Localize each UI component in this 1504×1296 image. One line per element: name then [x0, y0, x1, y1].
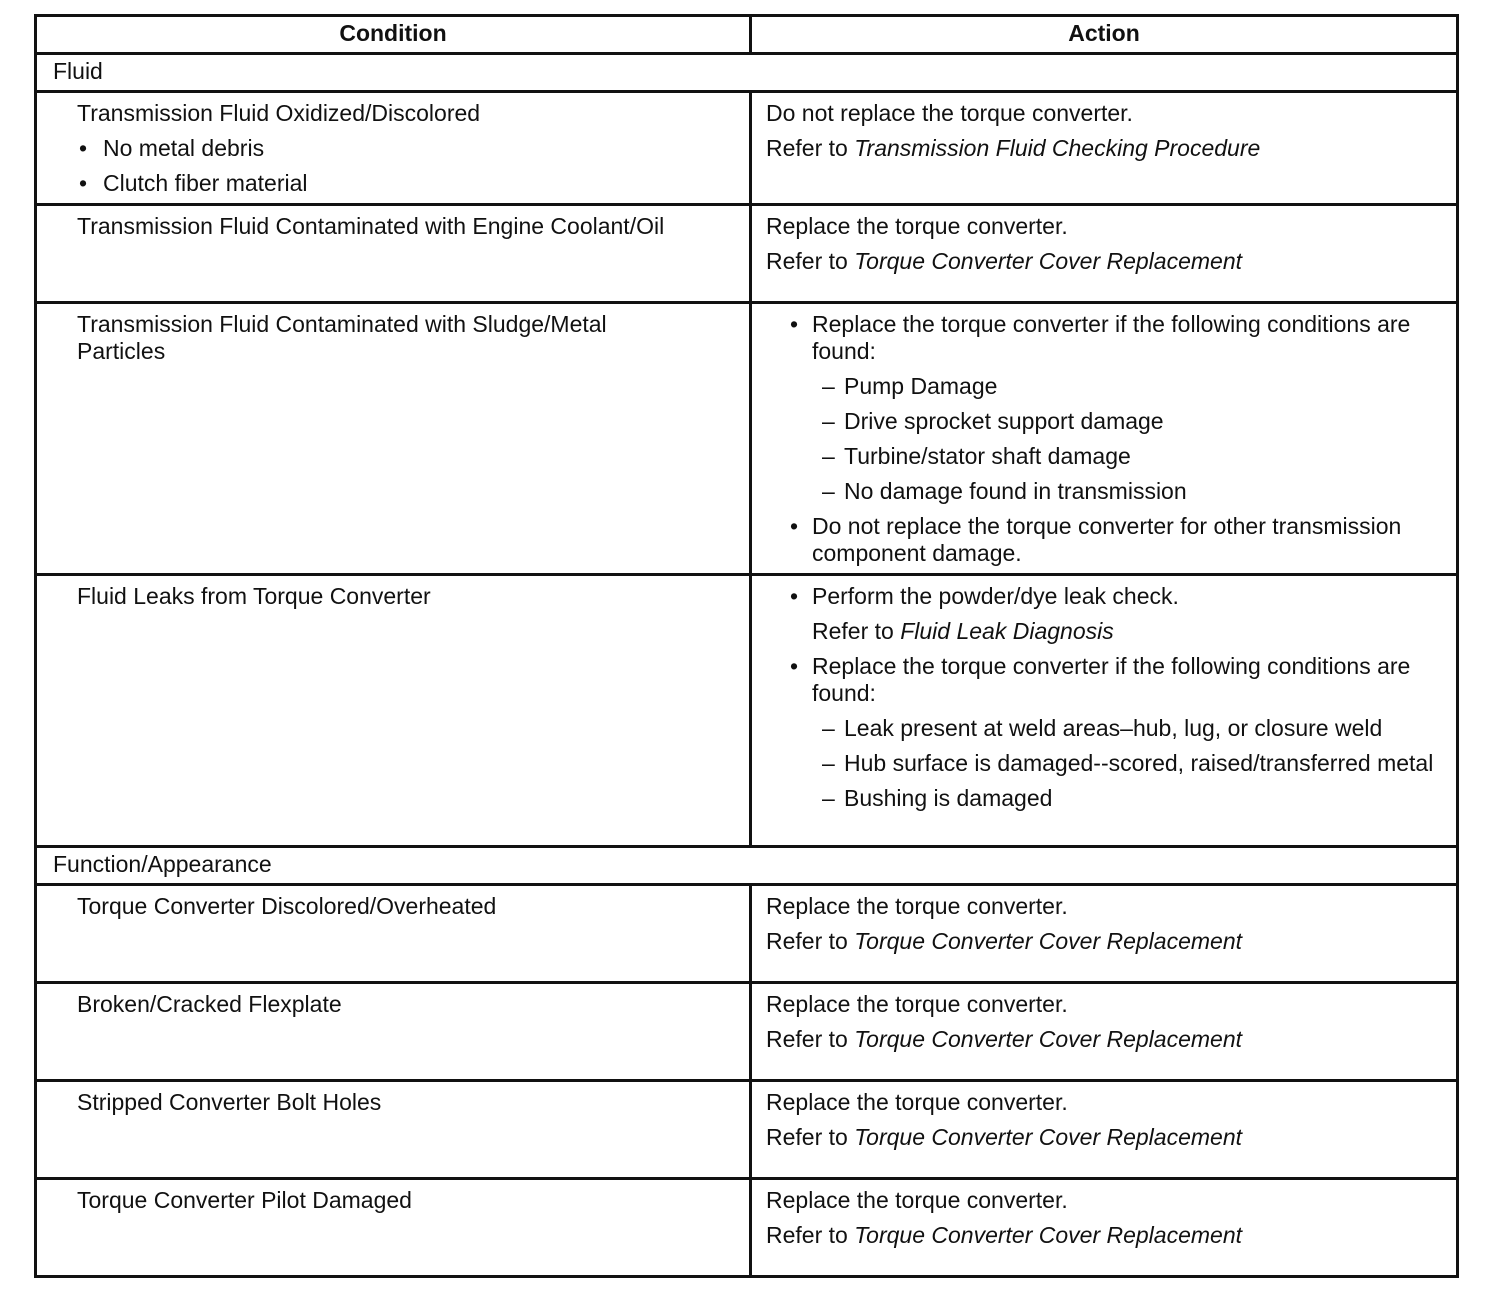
table-row [36, 1179, 1458, 1277]
table-row [36, 92, 1458, 205]
action-cell [751, 885, 1458, 983]
list-item [77, 170, 739, 197]
bullet-icon: • [790, 311, 799, 337]
dash-icon: – [822, 443, 835, 469]
bullet-icon: • [79, 170, 88, 196]
bullet-text: Replace the torque converter if the following conditions are found: [812, 311, 1411, 364]
condition-bullets [77, 135, 739, 197]
bullet-text: No metal debris [103, 135, 265, 161]
ref-title: Torque Converter Cover Replacement [854, 1026, 1243, 1052]
list-item [766, 653, 1446, 812]
table-row [36, 1081, 1458, 1179]
ref-title: Torque Converter Cover Replacement [854, 248, 1243, 274]
ref-title: Torque Converter Cover Replacement [854, 1124, 1243, 1150]
list-item [766, 311, 1446, 505]
sub-item-text: Turbine/stator shaft damage [844, 443, 1131, 469]
condition-text: Stripped Converter Bolt Holes [77, 1089, 382, 1115]
condition-header: Condition [36, 16, 751, 54]
table-row [36, 205, 1458, 303]
bullet-icon: • [790, 653, 799, 679]
action-cell [751, 983, 1458, 1081]
section-row [36, 847, 1458, 885]
table-row [36, 983, 1458, 1081]
condition-cell [36, 92, 751, 205]
condition-cell [36, 1081, 751, 1179]
list-item [812, 715, 1446, 742]
condition-text: Fluid Leaks from Torque Converter [77, 583, 431, 609]
condition-text: Broken/Cracked Flexplate [77, 991, 342, 1017]
reference [766, 248, 1446, 275]
condition-text: Transmission Fluid Oxidized/Discolored [77, 100, 481, 126]
sub-item-text: Pump Damage [844, 373, 998, 399]
sub-item-text: Bushing is damaged [844, 785, 1053, 811]
sub-list [812, 715, 1446, 812]
condition-cell [36, 575, 751, 847]
list-item [812, 443, 1446, 470]
action-text: Replace the torque converter. [766, 893, 1068, 919]
reference [766, 1222, 1446, 1249]
list-item [766, 583, 1446, 645]
action-text: Do not replace the torque converter. [766, 100, 1133, 126]
condition-cell [36, 885, 751, 983]
ref-label: Refer to [766, 135, 848, 161]
section-title-function-appearance: Function/Appearance [36, 847, 1458, 885]
condition-cell [36, 205, 751, 303]
ref-label: Refer to [766, 1124, 848, 1150]
action-cell [751, 303, 1458, 575]
bullet-text: Replace the torque converter if the following conditions are found: [812, 653, 1411, 706]
table-row [36, 575, 1458, 847]
action-text: Replace the torque converter. [766, 1089, 1068, 1115]
bullet-text: Do not replace the torque converter for other transmission component damage. [812, 513, 1402, 566]
list-item [766, 513, 1446, 567]
condition-text: Transmission Fluid Contaminated with Sludge/Metal Particles [77, 311, 607, 364]
ref-label: Refer to [812, 618, 894, 644]
bullet-text: Perform the powder/dye leak check. [812, 583, 1179, 609]
sub-item-text: Drive sprocket support damage [844, 408, 1164, 434]
list-item [77, 135, 739, 162]
dash-icon: – [822, 373, 835, 399]
ref-title: Fluid Leak Diagnosis [900, 618, 1114, 644]
condition-cell [36, 303, 751, 575]
action-cell [751, 205, 1458, 303]
diagnosis-table [34, 14, 1459, 1278]
action-text: Replace the torque converter. [766, 213, 1068, 239]
condition-cell [36, 983, 751, 1081]
bullet-icon: • [79, 135, 88, 161]
table-row [36, 303, 1458, 575]
action-bullets [766, 583, 1446, 812]
list-item [812, 785, 1446, 812]
bullet-text: Clutch fiber material [103, 170, 308, 196]
list-item [812, 408, 1446, 435]
list-item [812, 478, 1446, 505]
dash-icon: – [822, 478, 835, 504]
dash-icon: – [822, 785, 835, 811]
action-cell [751, 1179, 1458, 1277]
bullet-icon: • [790, 513, 799, 539]
ref-title: Transmission Fluid Checking Procedure [854, 135, 1261, 161]
section-row [36, 54, 1458, 92]
action-header: Action [751, 16, 1458, 54]
list-item [812, 750, 1446, 777]
header-row [36, 16, 1458, 54]
ref-label: Refer to [766, 248, 848, 274]
condition-cell [36, 1179, 751, 1277]
action-cell [751, 575, 1458, 847]
condition-text: Torque Converter Discolored/Overheated [77, 893, 497, 919]
table-row [36, 885, 1458, 983]
action-bullets [766, 311, 1446, 567]
dash-icon: – [822, 715, 835, 741]
sub-item-text: Leak present at weld areas–hub, lug, or closure weld [844, 715, 1383, 741]
action-cell [751, 1081, 1458, 1179]
condition-text: Torque Converter Pilot Damaged [77, 1187, 412, 1213]
ref-title: Torque Converter Cover Replacement [854, 928, 1243, 954]
sub-item-text: Hub surface is damaged--scored, raised/transferred metal [844, 750, 1434, 776]
sub-item-text: No damage found in transmission [844, 478, 1187, 504]
reference [766, 135, 1446, 162]
ref-label: Refer to [766, 928, 848, 954]
action-cell [751, 92, 1458, 205]
condition-text: Transmission Fluid Contaminated with Engine Coolant/Oil [77, 213, 665, 239]
action-text: Replace the torque converter. [766, 1187, 1068, 1213]
reference [766, 1124, 1446, 1151]
section-title-fluid: Fluid [36, 54, 1458, 92]
ref-title: Torque Converter Cover Replacement [854, 1222, 1243, 1248]
list-item [812, 373, 1446, 400]
bullet-icon: • [790, 583, 799, 609]
action-text: Replace the torque converter. [766, 991, 1068, 1017]
ref-label: Refer to [766, 1026, 848, 1052]
reference [812, 618, 1446, 645]
dash-icon: – [822, 750, 835, 776]
reference [766, 928, 1446, 955]
dash-icon: – [822, 408, 835, 434]
ref-label: Refer to [766, 1222, 848, 1248]
sub-list [812, 373, 1446, 505]
reference [766, 1026, 1446, 1053]
